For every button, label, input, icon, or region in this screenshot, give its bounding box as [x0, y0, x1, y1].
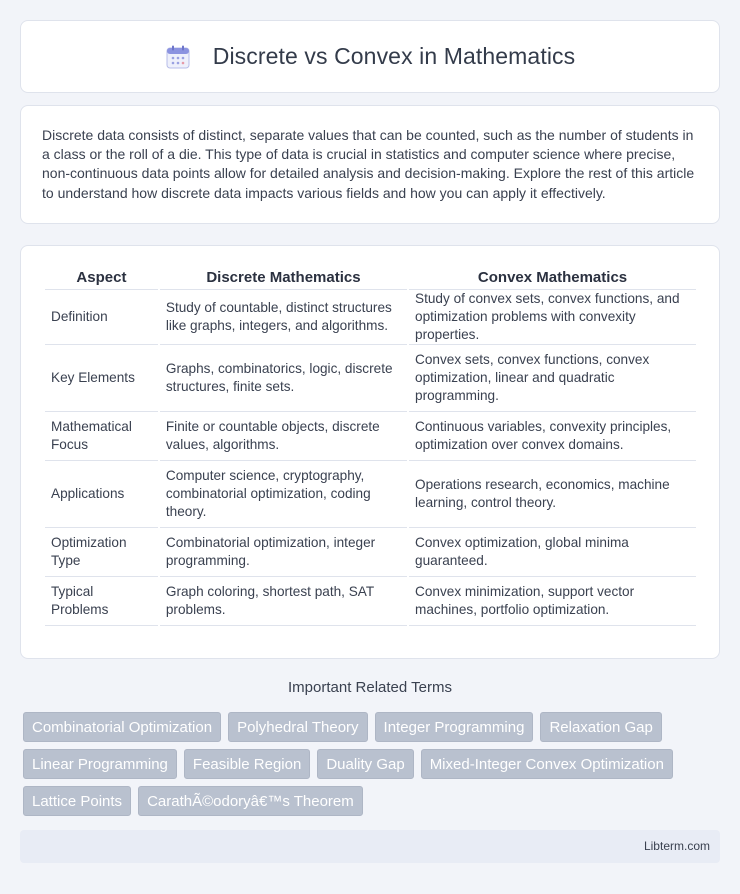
table-row — [45, 345, 696, 412]
table-row — [45, 528, 696, 577]
tag-polyhedral-theory[interactable]: Polyhedral Theory — [228, 712, 367, 742]
header-card — [20, 20, 720, 93]
footer — [20, 830, 720, 863]
title-wrap — [165, 43, 575, 70]
tag-mixed-integer-convex-optimization[interactable]: Mixed-Integer Convex Optimization — [421, 749, 673, 779]
row-convex-cell: Continuous variables, convexity principles, optimization over convex domains. — [409, 412, 696, 461]
table-row — [45, 461, 696, 528]
calendar-icon — [165, 44, 191, 70]
tag-row — [23, 786, 723, 816]
tag-relaxation-gap[interactable]: Relaxation Gap — [540, 712, 661, 742]
column-header-convex: Convex Mathematics — [409, 267, 696, 290]
row-convex-cell: Convex optimization, global minima guaranteed. — [409, 528, 696, 577]
row-aspect-cell: Definition — [45, 290, 158, 345]
related-terms-list — [23, 712, 723, 823]
tag-integer-programming[interactable]: Integer Programming — [375, 712, 534, 742]
comparison-card — [20, 245, 720, 659]
tag-row — [23, 749, 723, 779]
row-aspect-cell: Optimization Type — [45, 528, 158, 577]
table-row — [45, 290, 696, 345]
intro-card — [20, 105, 720, 224]
page-title: Discrete vs Convex in Mathematics — [212, 43, 576, 69]
row-convex-cell: Operations research, economics, machine learning, control theory. — [409, 461, 696, 528]
row-aspect-cell: Applications — [45, 461, 158, 528]
row-aspect-cell: Typical Problems — [45, 577, 158, 626]
table-header-row — [45, 267, 696, 290]
tag-combinatorial-optimization[interactable]: Combinatorial Optimization — [23, 712, 221, 742]
row-convex-cell: Convex sets, convex functions, convex optimization, linear and quadratic programming. — [409, 345, 696, 412]
tag-caratheodory-theorem[interactable]: CarathÃ©odoryâ€™s Theorem — [138, 786, 363, 816]
tag-duality-gap[interactable]: Duality Gap — [317, 749, 413, 779]
column-header-discrete: Discrete Mathematics — [160, 267, 407, 290]
comparison-table — [43, 267, 698, 626]
row-aspect-cell: Mathematical Focus — [45, 412, 158, 461]
row-discrete-cell: Combinatorial optimization, integer programming. — [160, 528, 407, 577]
table-row — [45, 577, 696, 626]
row-convex-cell: Convex minimization, support vector machines, portfolio optimization. — [409, 577, 696, 626]
row-discrete-cell: Graph coloring, shortest path, SAT problems. — [160, 577, 407, 626]
tag-row — [23, 712, 723, 742]
row-discrete-cell: Study of countable, distinct structures like graphs, integers, and algorithms. — [160, 290, 407, 345]
row-discrete-cell: Computer science, cryptography, combinatorial optimization, coding theory. — [160, 461, 407, 528]
row-aspect-cell: Key Elements — [45, 345, 158, 412]
row-discrete-cell: Finite or countable objects, discrete values, algorithms. — [160, 412, 407, 461]
footer-site-link[interactable]: Libterm.com — [643, 839, 710, 853]
tag-lattice-points[interactable]: Lattice Points — [23, 786, 131, 816]
table-row — [45, 412, 696, 461]
intro-paragraph: Discrete data consists of distinct, separate values that can be counted, such as the number of students in a class or the roll of a die. This type of data is crucial in statistics and computer science where precise, non-continuous data points allow for detailed analysis and decision-making. Explore the rest of this article to understand how discrete data impacts various fields and how you can apply it effectively. — [42, 127, 695, 201]
row-discrete-cell: Graphs, combinatorics, logic, discrete structures, finite sets. — [160, 345, 407, 412]
related-terms-title: Important Related Terms — [288, 679, 452, 696]
row-convex-cell: Study of convex sets, convex functions, and optimization problems with convexity properties. — [409, 290, 696, 345]
tag-linear-programming[interactable]: Linear Programming — [23, 749, 177, 779]
column-header-aspect: Aspect — [45, 267, 158, 290]
tag-feasible-region[interactable]: Feasible Region — [184, 749, 310, 779]
